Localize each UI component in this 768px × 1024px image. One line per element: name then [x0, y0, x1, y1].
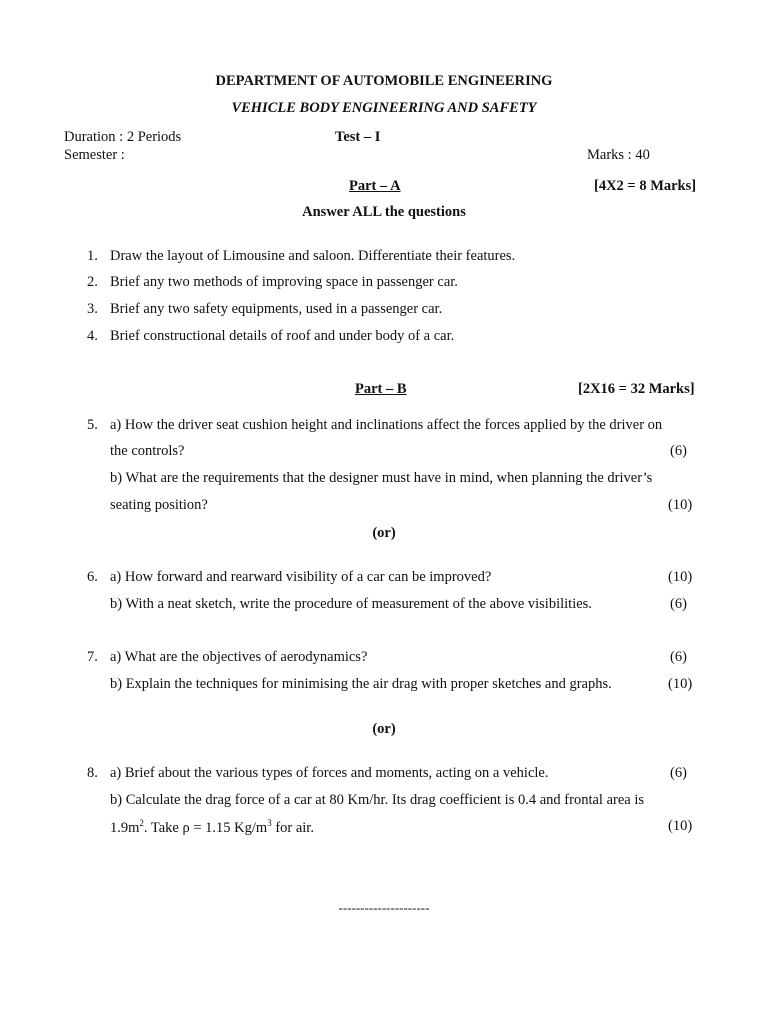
department-title: DEPARTMENT OF AUTOMOBILE ENGINEERING [215, 73, 553, 89]
question-number: 4. [87, 328, 98, 344]
question-number: 8. [87, 765, 98, 781]
question-number: 5. [87, 417, 98, 433]
duration-label: Duration : 2 Periods [64, 129, 182, 145]
question-number: 7. [87, 649, 98, 665]
part-a-marks: [4X2 = 8 Marks] [594, 178, 697, 194]
question-number: 6. [87, 569, 98, 585]
question-8b-text: . Take ρ = 1.15 Kg/m [143, 819, 268, 836]
marks-total: Marks : 40 [587, 147, 650, 163]
question-8a-marks: (6) [670, 765, 687, 781]
question-8b-marks: (10) [668, 818, 693, 834]
question-5a-marks: (6) [670, 443, 687, 459]
question-5b-marks: (10) [668, 497, 693, 513]
question-6a: a) How forward and rearward visibility of a car can be improved? [110, 569, 492, 585]
question-5b-line2: seating position? [110, 497, 208, 513]
end-divider: --------------------- [338, 900, 430, 915]
question-7b-marks: (10) [668, 676, 693, 692]
question-number: 3. [87, 301, 98, 317]
superscript: 2 [139, 818, 144, 828]
question-text: Brief any two methods of improving space in passenger car. [110, 274, 458, 290]
part-b-marks: [2X16 = 32 Marks] [578, 381, 695, 397]
question-8b-line2 [110, 818, 314, 837]
question-5a-line2: the controls? [110, 443, 185, 459]
part-a-title: Part – A [349, 178, 401, 194]
superscript: 3 [267, 818, 272, 828]
subject-title: VEHICLE BODY ENGINEERING AND SAFETY [231, 100, 537, 116]
question-number: 1. [87, 248, 98, 264]
question-8a: a) Brief about the various types of forces and moments, acting on a vehicle. [110, 765, 549, 781]
question-text: Draw the layout of Limousine and saloon. Differentiate their features. [110, 248, 516, 264]
question-6b-marks: (6) [670, 596, 687, 612]
question-text: Brief constructional details of roof and under body of a car. [110, 328, 455, 344]
or-separator: (or) [372, 525, 396, 541]
question-8b-line1: b) Calculate the drag force of a car at 80 Km/hr. Its drag coefficient is 0.4 and frontal area is [110, 792, 645, 808]
question-6b: b) With a neat sketch, write the procedure of measurement of the above visibilities. [110, 596, 592, 612]
question-7b: b) Explain the techniques for minimising the air drag with proper sketches and graphs. [110, 676, 612, 692]
question-8b-text: 1.9m [110, 819, 140, 836]
question-5b-line1: b) What are the requirements that the designer must have in mind, when planning the driver’s [110, 470, 653, 486]
question-text: Brief any two safety equipments, used in a passenger car. [110, 301, 443, 317]
or-separator: (or) [372, 721, 396, 737]
semester-label: Semester : [64, 147, 125, 163]
test-label: Test – I [335, 129, 381, 145]
question-8b-text: for air. [271, 819, 314, 836]
question-6a-marks: (10) [668, 569, 693, 585]
question-number: 2. [87, 274, 98, 290]
question-5a-line1: a) How the driver seat cushion height and inclinations affect the forces applied by the driver on [110, 417, 663, 433]
question-7a-marks: (6) [670, 649, 687, 665]
question-7a: a) What are the objectives of aerodynamics? [110, 649, 368, 665]
part-a-instruction: Answer ALL the questions [302, 204, 466, 220]
part-b-title: Part – B [355, 381, 407, 397]
